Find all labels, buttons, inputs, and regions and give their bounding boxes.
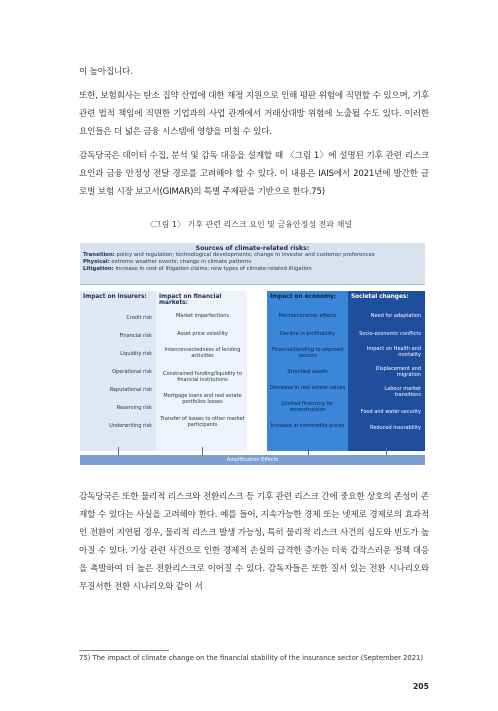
impact-on-insurers-column	[80, 291, 156, 451]
list-item: Interconnectedness of lending activities	[164, 347, 241, 359]
list-item: Limited financing for reconstruction	[281, 401, 334, 413]
column-header: Impact on economy:	[270, 294, 337, 300]
list-item: Liquidity risk	[120, 351, 152, 357]
list-item: Financial risk	[119, 333, 152, 339]
column-header: Impact on insurers:	[83, 294, 147, 300]
list-item: Food and water security	[360, 409, 421, 415]
arrow-icon	[386, 447, 387, 455]
list-item: Macroeconomic effects	[278, 313, 337, 319]
arrow-icon	[118, 447, 119, 455]
footnote: 75) The impact of climate change on the financial stability of the insurance sector (September 2021)	[79, 654, 424, 662]
list-item: Financial/lending to exposed sectors	[271, 347, 344, 359]
arrow-icon	[308, 447, 309, 455]
list-item: Constrained funding/liquidity to financial institutions	[162, 371, 243, 383]
column-header: Impact on financial markets:	[159, 294, 222, 306]
list-item: Credit risk	[126, 315, 152, 321]
list-item: Impact on Health and mortality	[366, 346, 421, 358]
column-header: Societal changes:	[351, 294, 409, 300]
list-item: Mortgage loans and real estate portfolios losses	[163, 393, 242, 405]
list-item: Transfer of losses to other market participants	[160, 416, 245, 428]
paragraph-3: 감독당국은 또한 물리적 리스크와 전환리스크 등 기후 관련 리스크 간에 중요한 상호의 존성이 존재할 수 있다는 사실을 고려해야 한다. 예를 들어, 지속가능한 경제 또는 넷제로 경제로의 효과적인 전환이 지연될 경우, 물리적 리스크 발생 가능성, 특히 물리적 리스크 사건의 심도와 빈도가 높아질 수 있다. 기상 관련 사건으로 인한 경제적 손실의 급격한 증가는 더욱 갑작스러운 정책 대응을 촉발하여 더 높은 전환리스크로 이어질 수 있다. 감독자들은 또한 질서 있는 전환 시나리오와 무질서한 전환 시나리오와 같이 서	[79, 492, 429, 592]
transition-row: Transition: policy and regulation; technological developments; change in investor and customer preferences	[83, 252, 375, 258]
list-item: Reduced insurability	[370, 425, 421, 431]
footnote-divider	[79, 650, 169, 651]
figure-climate-risks	[80, 243, 425, 468]
sources-title: Sources of climate-related risks:	[195, 245, 310, 252]
list-item: Reputational risk	[109, 387, 152, 393]
paragraph-0: 이 높아집니다.	[79, 67, 133, 77]
impact-on-economy-column	[267, 291, 348, 451]
impact-on-financial-markets-column	[156, 291, 247, 451]
list-item: Labour market transitions	[384, 386, 421, 398]
physical-row: Physical: extreme weather events; change in climate patterns	[83, 259, 252, 265]
list-item: Socio-economic conflicts	[359, 331, 421, 337]
list-item: Need for adaptation	[370, 313, 421, 319]
paragraph-1: 또한, 보험회사는 탄소 집약 산업에 대한 재정 지원으로 인해 평판 위험에 직면할 수 있으며, 기후 관련 법적 책임에 직면한 기업과의 사업 관계에서 거래상대방 위험에 노출될 수도 있다. 이러한 요인들은 더 넓은 금융 시스템에 영향을 미칠 수 있다.	[79, 91, 429, 137]
list-item: Market imperfections	[175, 313, 230, 319]
list-item: Reserving risk	[116, 405, 152, 411]
list-item: Underwriting risk	[109, 423, 152, 429]
societal-changes-column	[348, 291, 425, 451]
list-item: Asset price volatility	[177, 331, 228, 337]
page-number: 205	[413, 682, 429, 691]
list-item: Displacement and migration	[375, 366, 421, 378]
list-item: Decline in profitability	[279, 331, 336, 337]
paragraph-2: 감독당국은 데이터 수집, 분석 및 감독 대응을 설계할 때 〈그림 1〉에 설명된 기후 관련 리스크 요인과 금융 안정성 전달 경로를 고려해야 할 수 있다. 이 내용은 IAIS에서 2021년에 발간한 글로벌 보험 시장 보고서(GIMAR)의 특별 주제판을 기반으로 한다.75)	[79, 151, 429, 197]
list-item: Increase in commodity prices	[270, 423, 345, 429]
figure-caption: 〈그림 1〉 기후 관련 리스크 요인 및 금융안정성 전파 채널	[145, 220, 353, 229]
list-item: Stranded assets	[287, 369, 328, 375]
list-item: Operational risk	[112, 369, 152, 375]
list-item: Decrease in real estate values	[269, 385, 346, 391]
litigation-row: Litigation: increase in cost of litigation claims; new types of climate-related litigation	[83, 266, 312, 272]
sources-box	[80, 243, 425, 285]
arrow-icon	[202, 447, 203, 455]
amplification-effects-bar: Amplification Effects	[80, 455, 425, 465]
